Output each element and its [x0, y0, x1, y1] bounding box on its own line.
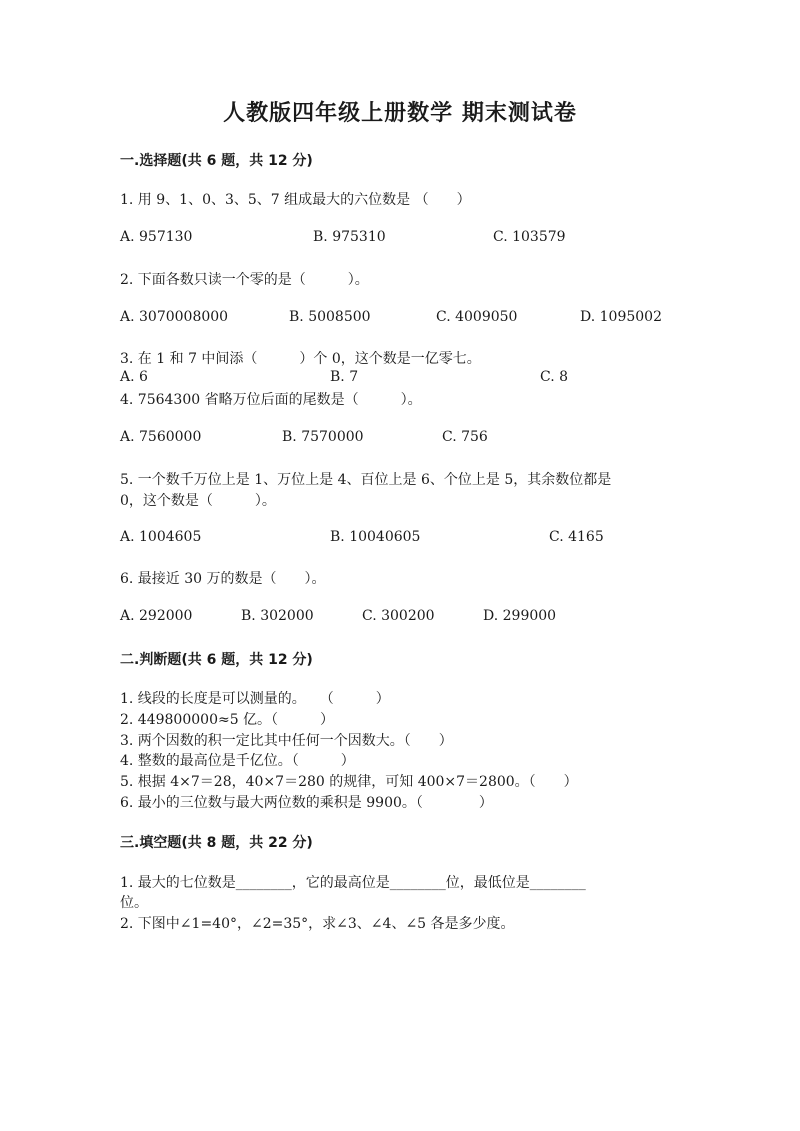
option-5b: B. 10040605 — [330, 529, 421, 545]
section-heading-fill: 三.填空题(共 8 题，共 22 分) — [120, 835, 313, 851]
exam-title: 人教版四年级上册数学 期末测试卷 — [223, 101, 577, 126]
option-2d: D. 1095002 — [580, 309, 662, 325]
judgment-item-1: 1. 线段的长度是可以测量的。 （ ） — [120, 691, 390, 707]
fill-item-1-cont: 位。 — [120, 895, 148, 911]
question-5-line-2: 0，这个数是（ ）。 — [120, 493, 276, 509]
option-5a: A. 1004605 — [120, 529, 202, 545]
option-3c: C. 8 — [540, 369, 569, 385]
judgment-item-4: 4. 整数的最高位是千亿位。（ ） — [120, 753, 355, 769]
question-5-line-1: 5. 一个数千万位上是 1、万位上是 4、百位上是 6、个位上是 5，其余数位都是 — [120, 472, 612, 488]
option-3b: B. 7 — [330, 369, 359, 385]
question-3: 3. 在 1 和 7 中间添（ ）个 0，这个数是一亿零七。 — [120, 351, 481, 367]
section-heading-choice: 一.选择题(共 6 题，共 12 分) — [120, 153, 313, 169]
option-2a: A. 3070008000 — [120, 309, 229, 325]
option-1c: C. 103579 — [493, 229, 566, 245]
option-4b: B. 7570000 — [282, 429, 364, 445]
option-1a: A. 957130 — [120, 229, 193, 245]
option-2c: C. 4009050 — [436, 309, 518, 325]
question-2: 2. 下面各数只读一个零的是（ ）。 — [120, 272, 369, 288]
option-2b: B. 5008500 — [289, 309, 371, 325]
question-6: 6. 最接近 30 万的数是（ ）。 — [120, 571, 326, 587]
option-1b: B. 975310 — [313, 229, 386, 245]
option-6d: D. 299000 — [483, 608, 557, 624]
question-4: 4. 7564300 省略万位后面的尾数是（ ）。 — [120, 392, 422, 408]
option-6a: A. 292000 — [120, 608, 193, 624]
fill-item-1: 1. 最大的七位数是________，它的最高位是________位，最低位是________ — [120, 875, 586, 891]
option-5c: C. 4165 — [549, 529, 604, 545]
fill-item-2: 2. 下图中∠1=40°，∠2=35°，求∠3、∠4、∠5 各是多少度。 — [120, 916, 515, 932]
judgment-item-6: 6. 最小的三位数与最大两位数的乘积是 9900。（ ） — [120, 795, 493, 811]
option-4c: C. 756 — [442, 429, 488, 445]
judgment-item-3: 3. 两个因数的积一定比其中任何一个因数大。（ ） — [120, 733, 453, 749]
judgment-item-5: 5. 根据 4×7＝28，40×7＝280 的规律，可知 400×7＝2800。（ ） — [120, 774, 578, 790]
question-1: 1. 用 9、1、0、3、5、7 组成最大的六位数是 （ ） — [120, 192, 471, 208]
judgment-item-2: 2. 449800000≈5 亿。（ ） — [120, 712, 335, 728]
option-6b: B. 302000 — [241, 608, 314, 624]
option-6c: C. 300200 — [362, 608, 435, 624]
option-3a: A. 6 — [120, 369, 148, 385]
section-heading-judgment: 二.判断题(共 6 题，共 12 分) — [120, 652, 313, 668]
option-4a: A. 7560000 — [120, 429, 202, 445]
